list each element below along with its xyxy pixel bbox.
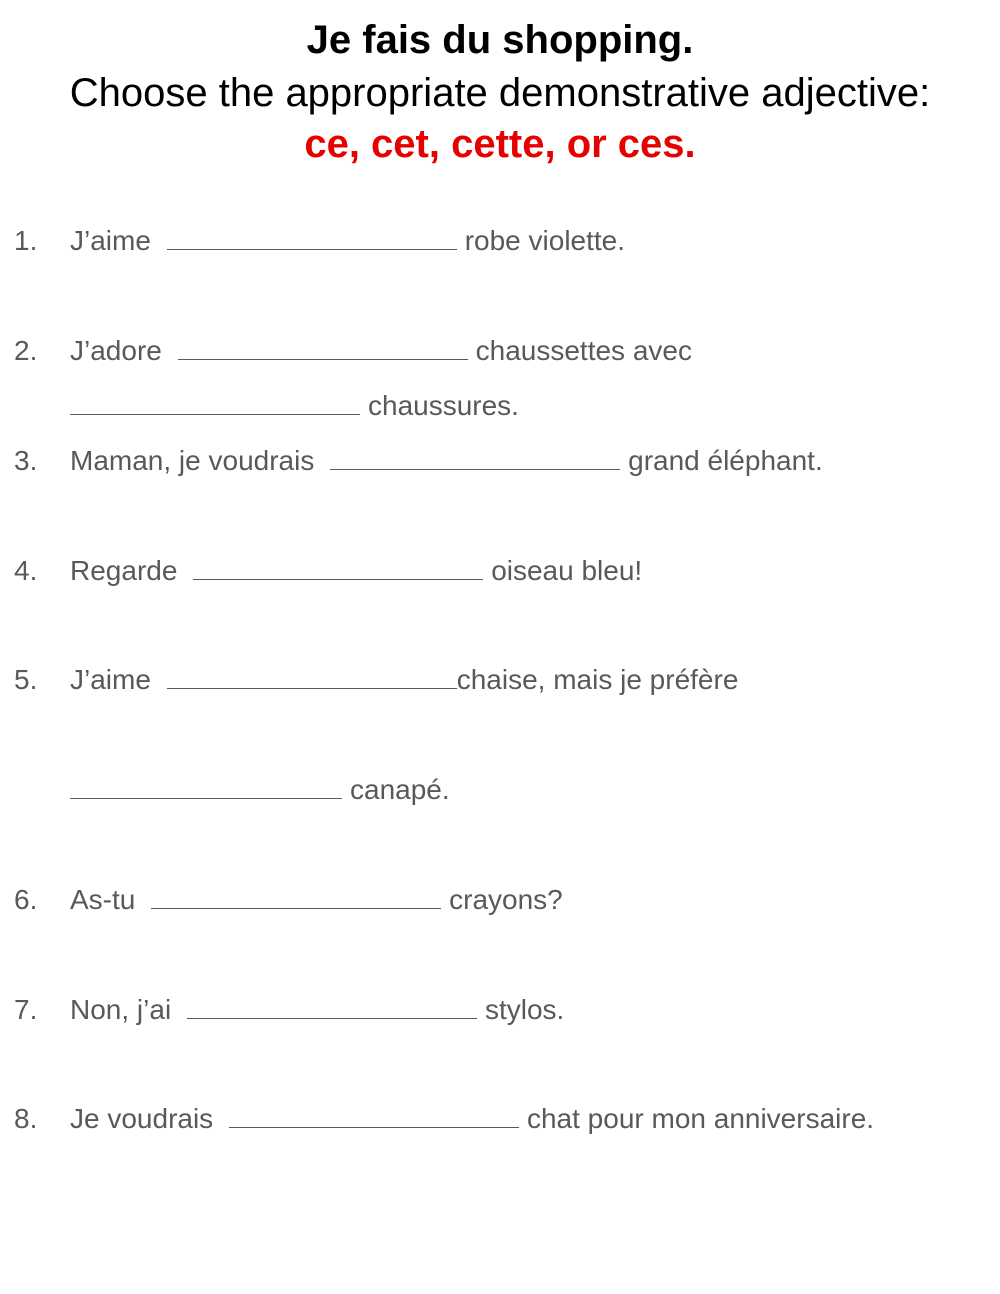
- question-text-after: chaussettes avec: [475, 335, 692, 366]
- question-text-before: Regarde: [70, 555, 178, 586]
- question-text-after: oiseau bleu!: [491, 555, 643, 586]
- question-number: 5.: [14, 664, 38, 695]
- question-text-before: Maman, je voudrais: [70, 445, 315, 476]
- question-text-after: chaussures.: [368, 390, 519, 421]
- answer-blank-4[interactable]: [193, 555, 483, 580]
- question-text-after: robe violette.: [464, 225, 626, 256]
- question-text-after: crayons?: [449, 884, 563, 915]
- question-text-before: J’aime: [70, 664, 151, 695]
- answer-blank-2b[interactable]: [70, 390, 360, 415]
- question-text-before: J’adore: [70, 335, 162, 366]
- answer-blank-5a[interactable]: [167, 664, 457, 689]
- question-number: 2.: [14, 335, 38, 366]
- question-number: 7.: [14, 994, 38, 1025]
- question-text-after: grand éléphant.: [628, 445, 823, 476]
- worksheet-instruction: Choose the appropriate demonstrative adjective:: [69, 71, 931, 115]
- answer-blank-6[interactable]: [151, 884, 441, 909]
- worksheet-title: Je fais du shopping.: [306, 18, 694, 62]
- question-number: 6.: [14, 884, 38, 915]
- question-text-before: As-tu: [70, 884, 136, 915]
- question-text-after: chat pour mon anniversaire.: [526, 1103, 875, 1134]
- question-number: 1.: [14, 225, 38, 256]
- question-number: 4.: [14, 555, 38, 586]
- question-number: 8.: [14, 1103, 38, 1134]
- question-text-after: canapé.: [350, 774, 450, 805]
- question-text-before: J’aime: [70, 225, 151, 256]
- answer-options: ce, cet, cette, or ces.: [304, 122, 696, 166]
- answer-blank-1[interactable]: [167, 225, 457, 250]
- answer-blank-2a[interactable]: [178, 335, 468, 360]
- answer-blank-3[interactable]: [330, 445, 620, 470]
- question-text-before: Non, j’ai: [70, 994, 172, 1025]
- question-text-after: stylos.: [484, 994, 565, 1025]
- answer-blank-8[interactable]: [229, 1103, 519, 1128]
- question-text-before: Je voudrais: [70, 1103, 214, 1134]
- answer-blank-7[interactable]: [187, 994, 477, 1019]
- question-text-after: chaise, mais je préfère: [456, 664, 739, 695]
- answer-blank-5b[interactable]: [70, 774, 342, 799]
- question-number: 3.: [14, 445, 38, 476]
